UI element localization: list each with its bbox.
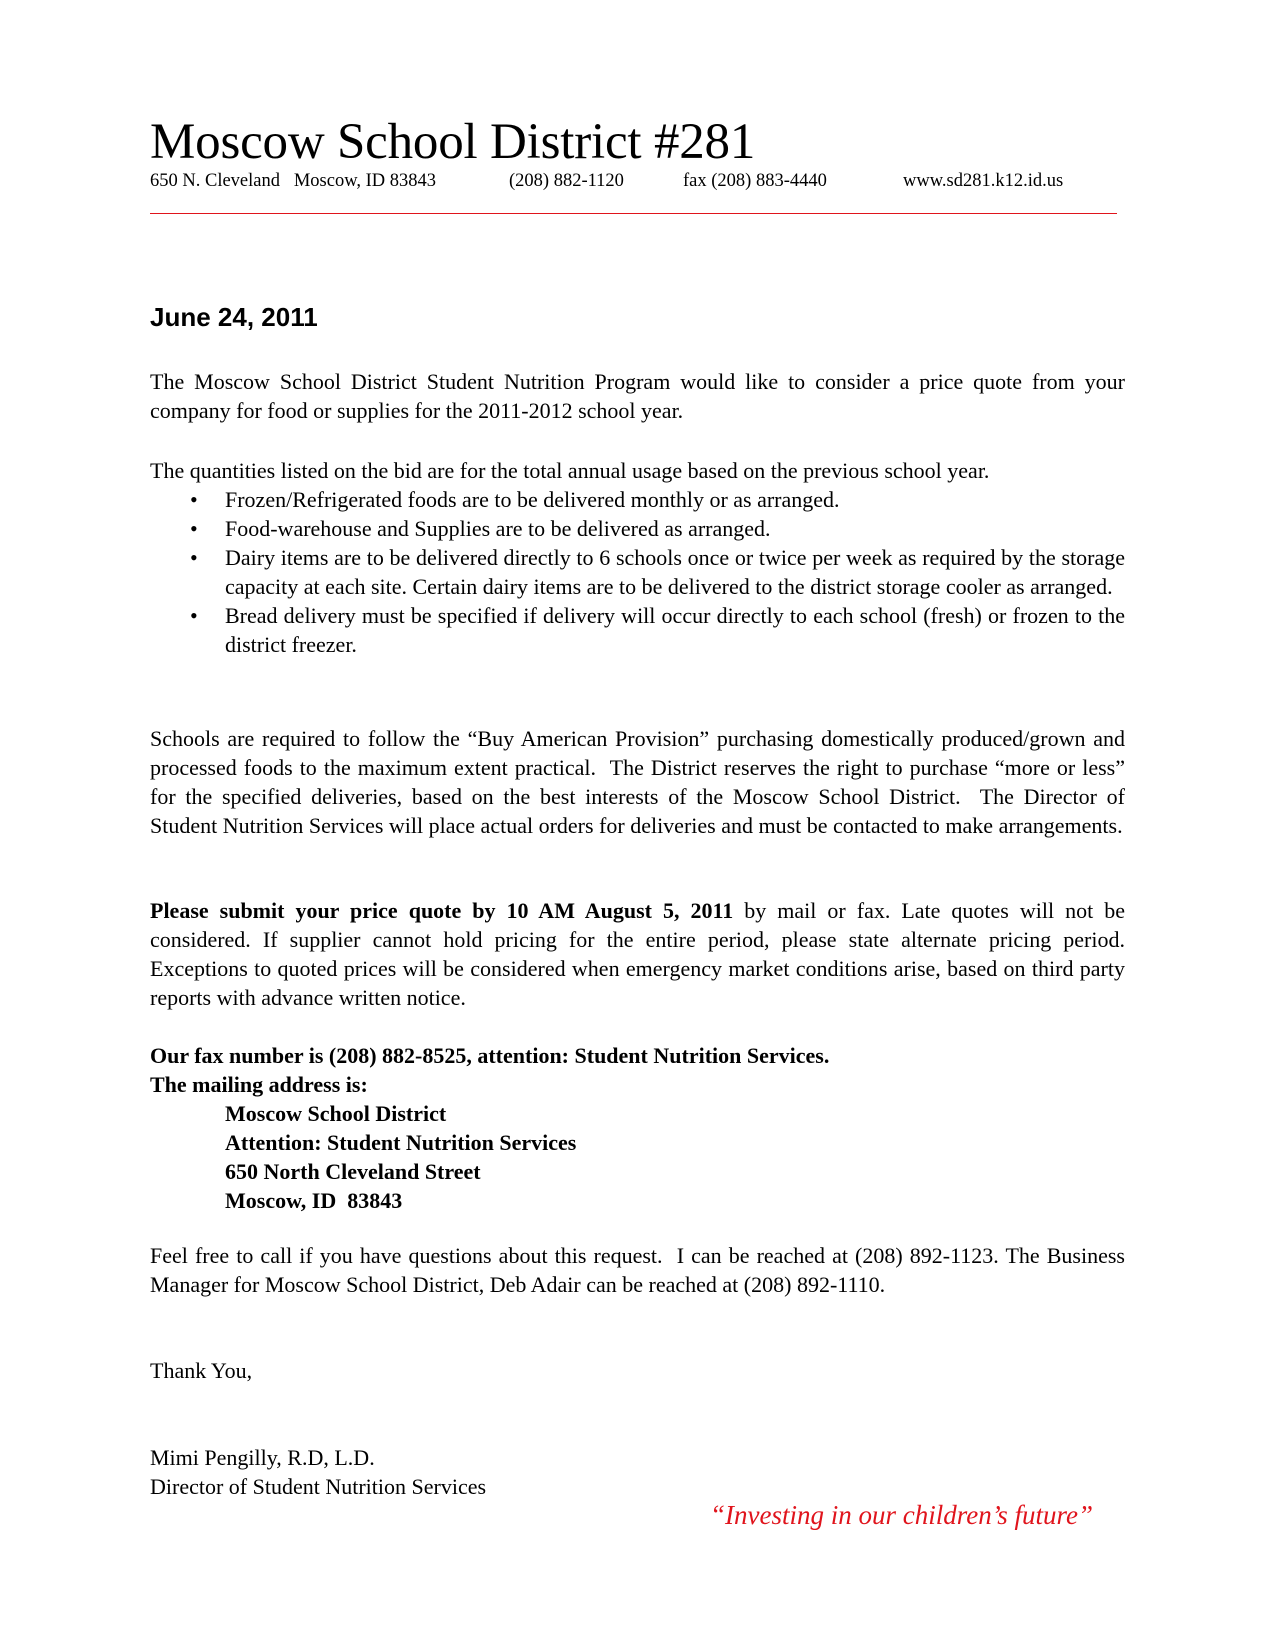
letterhead-website: www.sd281.k12.id.us	[903, 171, 1064, 191]
mailing-address-line: Moscow School District	[225, 1101, 447, 1126]
signature-name: Mimi Pengilly, R.D, L.D.	[150, 1445, 375, 1470]
bullet-item	[150, 543, 1125, 601]
letterhead-title: Moscow School District #281	[150, 114, 756, 170]
contact-paragraph	[150, 1241, 1131, 1299]
bullet-icon: •	[190, 516, 198, 541]
deadline-paragraph	[150, 896, 1125, 1012]
closing: Thank You,	[150, 1358, 253, 1383]
deadline-text	[150, 896, 1125, 1012]
bullet-text: Frozen/Refrigerated foods are to be delivered monthly or as arranged.	[225, 487, 840, 512]
quantities-paragraph	[150, 456, 1125, 485]
mailing-address-line: Moscow, ID 83843	[225, 1188, 403, 1213]
contact-text: Feel free to call if you have questions about this request. I can be reached at (208) 892-1123. The Business Manager for Moscow School District, Deb Adair can be reached at (208) 892-1110.	[150, 1243, 1131, 1297]
buy-american-text: Schools are required to follow the “Buy American Provision” purchasing domestically produced/grown and processed foods to the maximum extent practical. The District reserves the right to purchase “more or less” for the specified deliveries, based on the best interests of the Moscow School District. The Director of Student Nutrition Services will place actual orders for deliveries and must be contacted to make arrangements.	[150, 726, 1131, 838]
bullet-item	[150, 485, 1125, 514]
quantities-text: The quantities listed on the bid are for the total annual usage based on the previous school year.	[150, 458, 990, 483]
bullet-icon: •	[190, 603, 198, 628]
letterhead-fax: fax (208) 883-4440	[683, 171, 827, 191]
letterhead-address: 650 N. Cleveland Moscow, ID 83843	[150, 171, 437, 191]
bullet-text: Dairy items are to be delivered directly to 6 schools once or twice per week as required by the storage capacity at each site. Certain dairy items are to be delivered to the district storage cooler as arranged.	[225, 545, 1125, 599]
letterhead-divider	[150, 213, 1117, 214]
bullet-text: Food-warehouse and Supplies are to be delivered as arranged.	[225, 516, 771, 541]
buy-american-paragraph	[150, 724, 1131, 840]
signature-title: Director of Student Nutrition Services	[150, 1474, 487, 1499]
bullet-icon: •	[190, 545, 198, 570]
letterhead-contact-line	[150, 170, 1063, 192]
intro-text: The Moscow School District Student Nutrition Program would like to consider a price quote from your company for food or supplies for the 2011-2012 school year.	[150, 369, 1125, 423]
mailing-address	[225, 1099, 576, 1215]
mailing-label: The mailing address is:	[150, 1072, 368, 1097]
bullet-item	[150, 601, 1125, 659]
bullet-item	[150, 514, 1125, 543]
mailing-address-line: Attention: Student Nutrition Services	[225, 1130, 577, 1155]
fax-info	[150, 1041, 829, 1099]
bullet-text: Bread delivery must be specified if delivery will occur directly to each school (fresh) or frozen to the district freezer.	[225, 603, 1125, 657]
mailing-address-line: 650 North Cleveland Street	[225, 1159, 481, 1184]
deadline-bold-text: Please submit your price quote by 10 AM August 5, 2011	[150, 898, 734, 923]
delivery-bullet-list	[150, 485, 1125, 659]
bullet-icon: •	[190, 487, 198, 512]
intro-paragraph	[150, 367, 1125, 425]
tagline: “Investing in our children’s future”	[710, 1500, 1093, 1530]
letterhead-phone: (208) 882-1120	[509, 171, 624, 191]
signature-block	[150, 1443, 486, 1501]
fax-line: Our fax number is (208) 882-8525, attention: Student Nutrition Services.	[150, 1043, 830, 1068]
letter-date: June 24, 2011	[150, 302, 318, 332]
deadline-rest-text: by mail or fax. Late quotes will not be considered. If supplier cannot hold pricing for the entire period, please state alternate pricing period. Exceptions to quoted prices will be considered when emergency market conditions arise, based on third party reports with advance written notice.	[150, 898, 1125, 1010]
